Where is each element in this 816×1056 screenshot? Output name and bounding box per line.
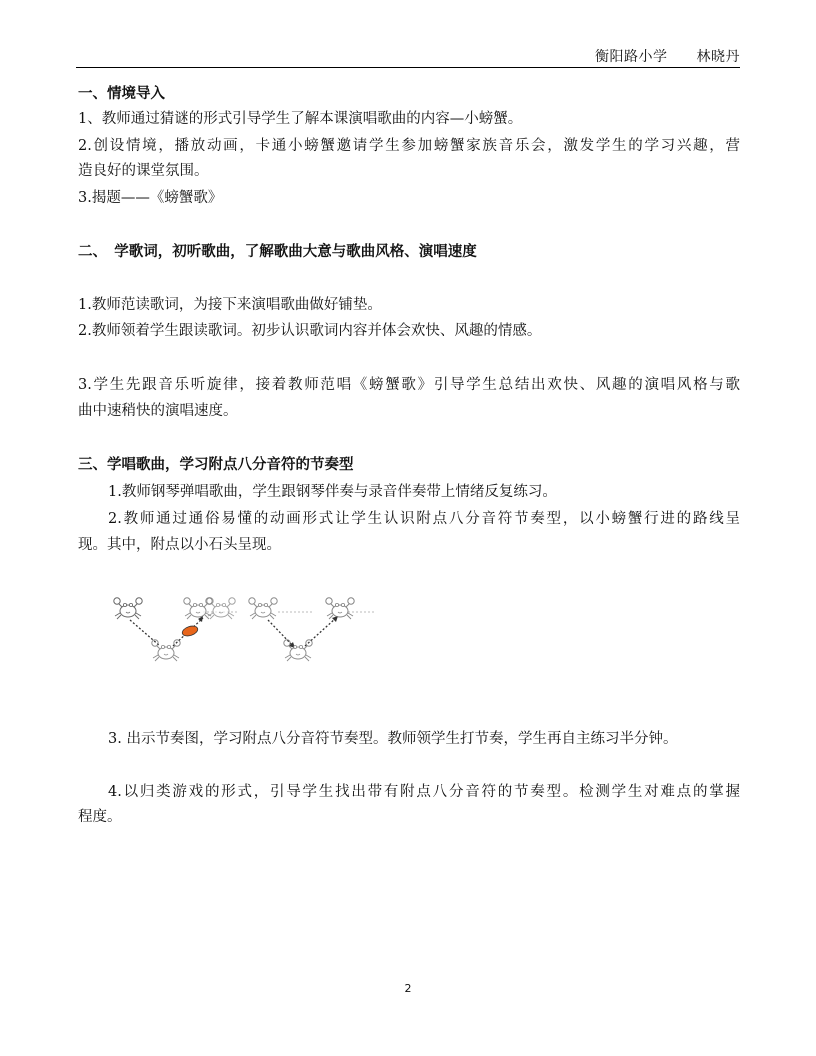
section-3-line-4b: 程度。 [78, 809, 122, 825]
section-3-line-4a: 4.以归类游戏的形式，引导学生找出带有附点八分音符的节奏型。检测学生对难点的掌握 [108, 784, 740, 800]
crab-icon [249, 598, 277, 619]
section-2-line-2: 2.教师领着学生跟读歌词。初步认识歌词内容并体会欢快、风趣的情感。 [78, 323, 542, 339]
path-segment-3 [268, 620, 293, 646]
section-3-line-1: 1.教师钢琴弹唱歌曲，学生跟钢琴伴奏与录音伴奏带上情绪反复练习。 [108, 484, 557, 500]
section-1-line-2b: 造良好的课堂氛围。 [78, 163, 209, 179]
page-number: 2 [404, 982, 412, 995]
section-2-line-3b: 曲中速稍快的演唱速度。 [78, 403, 238, 419]
stone-icon [181, 624, 199, 638]
header-rule [76, 67, 740, 68]
section-1-line-3: 3.揭题——《螃蟹歌》 [78, 190, 223, 206]
header-text: 衡阳路小学 林晓丹 [595, 49, 740, 65]
section-3-title: 三、学唱歌曲，学习附点八分音符的节奏型 [78, 457, 354, 473]
section-1-title: 一、情境导入 [78, 86, 165, 102]
path-segment-1 [130, 620, 160, 646]
section-3-line-3: 3. 出示节奏图，学习附点八分音符节奏型。教师领学生打节奏，学生再自主练习半分钟。 [108, 731, 678, 747]
section-1-line-1: 1、教师通过猜谜的形式引导学生了解本课演唱歌曲的内容—小螃蟹。 [78, 111, 523, 127]
crab-icon [326, 598, 354, 619]
section-2-title: 二、 学歌词，初听歌曲，了解歌曲大意与歌曲风格、演唱速度 [78, 244, 477, 260]
section-2-line-1: 1.教师范读歌词，为接下来演唱歌曲做好铺垫。 [78, 297, 382, 313]
section-1-line-2a: 2.创设情境，播放动画，卡通小螃蟹邀请学生参加螃蟹家族音乐会，激发学生的学习兴趣，营 [78, 138, 740, 154]
section-3-line-2b: 现。其中，附点以小石头呈现。 [78, 537, 281, 553]
path-segment-4 [305, 618, 336, 646]
section-2-line-3a: 3.学生先跟音乐听旋律，接着教师范唱《螃蟹歌》引导学生总结出欢快、风趣的演唱风格与歌 [78, 377, 740, 393]
crab-icon [114, 598, 142, 619]
section-3-line-2a: 2.教师通过通俗易懂的动画形式让学生认识附点八分音符节奏型，以小螃蟹行进的路线呈 [108, 511, 740, 527]
crab-rhythm-figure [108, 590, 378, 670]
